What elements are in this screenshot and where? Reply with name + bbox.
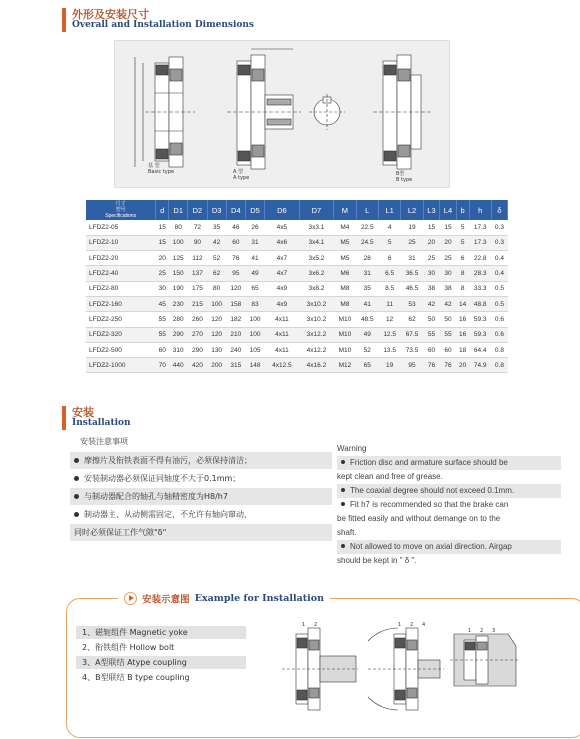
spec-value-cell: 60 [156,342,169,357]
spec-value-cell: 3x8.2 [299,281,334,296]
spec-value-cell: 260 [188,312,207,327]
bullet-icon [74,512,79,517]
spec-value-cell: 76 [423,358,440,373]
spec-value-cell: 0.4 [491,266,507,281]
install-drawing-a [282,620,358,716]
spec-value-cell: 105 [245,342,264,357]
spec-column-header: D2 [188,200,207,220]
spec-column-header: δ [491,200,507,220]
legend-item: 4、B型联结 B type coupling [82,673,190,682]
spec-value-cell: 420 [188,358,207,373]
spec-value-cell: 13.5 [378,342,400,357]
spec-value-cell: 59.3 [469,312,491,327]
callout-label: 2 [314,622,318,628]
spec-value-cell: 5 [456,220,469,235]
notes-en-line [337,540,561,554]
install-title-cn: 安装 [72,406,94,419]
spec-value-cell: 4x12.5 [265,358,300,373]
callout-label: 4 [422,622,426,628]
basic-type-label-en: Basic type [148,169,174,175]
spec-value-cell: 30 [156,281,169,296]
spec-value-cell: 0.6 [491,312,507,327]
notes-en-line [337,554,561,568]
spec-value-cell: 33.3 [469,281,491,296]
spec-value-cell: 120 [207,327,226,342]
spec-value-cell: 30 [423,266,440,281]
bullet-icon [341,488,345,492]
spec-column-header: L3 [423,200,440,220]
spec-value-cell: 60 [440,342,457,357]
notes-en-line [337,498,561,512]
spec-value-cell: 310 [169,342,188,357]
notes-en-line-text: Not allowed to move on axial direction. Airgap [350,542,512,551]
example-title-cn: 安装示意图 [142,594,190,606]
spec-value-cell: 175 [188,281,207,296]
spec-column-header: b [456,200,469,220]
spec-table-body [86,220,508,373]
spec-table-row [86,342,508,357]
spec-value-cell: 12 [378,312,400,327]
a-type-label-en: A type [233,175,250,181]
spec-value-cell: 90 [188,235,207,250]
a-type-label [233,169,249,181]
notes-en-line [337,526,561,540]
spec-corner-bottom: Specifications [105,213,137,219]
spec-value-cell: 5 [456,235,469,250]
spec-value-cell: M5 [334,235,356,250]
play-arrow-icon [124,592,137,605]
spec-model-cell: LFDZ2-05 [86,220,156,235]
example-title-en: Example for Installation [194,593,325,604]
spec-value-cell: 50 [423,312,440,327]
spec-value-cell: 36.5 [401,266,423,281]
legend-item: 3、A型联结 Atype coupling [76,656,246,669]
notes-cn-item-text: 摩擦片及衔铁表面不得有油污，必须保持清洁； [84,456,252,465]
notes-cn-airgap-line: 同时必须保证工作气隙"δ" [70,524,332,541]
spec-value-cell: 60 [226,235,245,250]
notes-en-line-text: The coaxial degree should not exceed 0.1mm. [350,486,515,495]
spec-value-cell: 28.3 [469,266,491,281]
spec-value-cell: 15 [156,235,169,250]
spec-value-cell: 30 [440,266,457,281]
spec-value-cell: 3x10.2 [299,312,334,327]
spec-value-cell: M12 [334,358,356,373]
spec-column-header: d [156,200,169,220]
spec-value-cell: 190 [169,281,188,296]
spec-value-cell: 17.3 [469,220,491,235]
notes-en-line-text: shaft. [337,528,357,537]
spec-table-row [86,266,508,281]
b-type-label-en: B type [396,177,413,183]
spec-value-cell: 16 [456,312,469,327]
spec-value-cell: 20 [156,251,169,266]
notes-cn-item-text: 安装制动器必须保证同轴度不大于0.1mm； [84,474,241,483]
spec-value-cell: 60 [423,342,440,357]
spec-model-cell: LFDZ2-10 [86,235,156,250]
spec-value-cell: 42 [440,296,457,311]
spec-value-cell: 8 [456,281,469,296]
spec-column-header: D4 [226,200,245,220]
spec-value-cell: 4x11 [265,312,300,327]
spec-model-cell: LFDZ2-80 [86,281,156,296]
spec-value-cell: 4x16.2 [299,358,334,373]
spec-value-cell: 148 [245,358,264,373]
notes-cn-item [70,506,332,523]
spec-value-cell: 100 [169,235,188,250]
spec-value-cell: 3x10.2 [299,296,334,311]
spec-value-cell: 4x11 [265,342,300,357]
b-type-label [396,171,412,183]
spec-value-cell: 4x7 [265,251,300,266]
spec-column-header: D1 [169,200,188,220]
notes-en-line [337,484,561,498]
spec-value-cell: 0.3 [491,235,507,250]
notes-cn-item-text: 制动器主、从动侧需固定，不允许有轴向窜动， [84,510,252,519]
spec-table-row [86,281,508,296]
spec-value-cell: 55 [423,327,440,342]
legend-item: 1、磁轭组件 Magnetic yoke [76,626,246,639]
spec-value-cell: 280 [169,312,188,327]
bullet-icon [74,494,79,499]
bullet-icon [341,460,345,464]
spec-value-cell: 62 [207,266,226,281]
notes-en-line-text: kept clean and free of grease. [337,472,443,481]
spec-value-cell: 4x7 [265,266,300,281]
callout-label: 2 [410,622,414,628]
spec-value-cell: M6 [334,266,356,281]
spec-value-cell: 16 [456,327,469,342]
spec-value-cell: 80 [169,220,188,235]
spec-column-header: D7 [299,200,334,220]
basic-type-label-cn: 基 型 [148,163,160,169]
spec-value-cell: 120 [226,281,245,296]
spec-value-cell: 112 [188,251,207,266]
spec-value-cell: 20 [423,235,440,250]
spec-value-cell: 210 [226,327,245,342]
spec-value-cell: 4x5 [265,220,300,235]
spec-value-cell: 46 [226,220,245,235]
spec-value-cell: 45 [156,296,169,311]
spec-value-cell: 19 [401,220,423,235]
spec-value-cell: 0.6 [491,327,507,342]
notes-en-line-text: Friction disc and armature surface should be [350,458,508,467]
install-drawing-b [368,620,444,716]
bullet-icon [74,476,79,481]
notes-en-line-text: Fit h7 is recommended so that the brake can [350,500,509,509]
spec-value-cell: 62 [401,312,423,327]
spec-model-cell: LFDZ2-1000 [86,358,156,373]
spec-value-cell: 55 [156,312,169,327]
spec-table-row [86,327,508,342]
spec-value-cell: 182 [226,312,245,327]
spec-column-header: L1 [378,200,400,220]
spec-value-cell: M8 [334,281,356,296]
spec-table [86,200,508,373]
spec-value-cell: 42 [207,235,226,250]
spec-value-cell: 6 [378,251,400,266]
spec-value-cell: 41 [245,251,264,266]
spec-column-header: L2 [401,200,423,220]
spec-value-cell: 72 [188,220,207,235]
spec-value-cell: 80 [207,281,226,296]
spec-value-cell: 100 [245,327,264,342]
notes-en-line [337,470,561,484]
spec-value-cell: 73.5 [401,342,423,357]
spec-value-cell: 230 [169,296,188,311]
spec-value-cell: 53 [401,296,423,311]
spec-value-cell: 4x6 [265,235,300,250]
spec-value-cell: 290 [188,342,207,357]
spec-value-cell: 48.5 [356,312,378,327]
spec-value-cell: 55 [156,327,169,342]
install-title-en: Installation [72,418,131,428]
spec-value-cell: 67.5 [401,327,423,342]
spec-value-cell: M4 [334,220,356,235]
spec-corner-mid: 型号 [115,207,126,213]
a-type-label-cn: A 型 [233,169,244,175]
spec-table-row [86,296,508,311]
spec-value-cell: 3x3.1 [299,220,334,235]
dimensions-title-en: Overall and Installation Dimensions [72,20,254,30]
spec-value-cell: 22.8 [469,251,491,266]
callout-label: 1 [468,628,472,634]
spec-value-cell: 0.5 [491,296,507,311]
spec-value-cell: 125 [169,251,188,266]
notes-en-line [337,456,561,470]
spec-value-cell: 41 [356,296,378,311]
spec-value-cell: 48.8 [469,296,491,311]
spec-value-cell: 18 [456,342,469,357]
notes-cn-item [70,452,332,469]
b-type-label-cn: B型 [396,171,405,177]
spec-value-cell: 120 [207,312,226,327]
spec-value-cell: 65 [245,281,264,296]
spec-column-header: L4 [440,200,457,220]
spec-model-cell: LFDZ2-250 [86,312,156,327]
spec-value-cell: 31 [356,266,378,281]
spec-value-cell: 0.8 [491,342,507,357]
spec-value-cell: 14 [456,296,469,311]
notes-en-line-text: should be kept in " δ ". [337,556,417,565]
spec-value-cell: 49 [245,266,264,281]
spec-value-cell: 100 [245,312,264,327]
spec-value-cell: 315 [226,358,245,373]
notes-en-line-text: be fitted easily and without demange on to the [337,514,501,523]
section-accent-bar [62,406,66,430]
spec-value-cell: 28 [356,251,378,266]
spec-corner-top: 尺寸 [115,201,126,207]
notes-cn-title: 安装注意事项 [80,437,128,446]
spec-value-cell: 290 [169,327,188,342]
section-accent-bar [62,8,66,32]
spec-value-cell: 38 [440,281,457,296]
spec-model-cell: LFDZ2-40 [86,266,156,281]
spec-value-cell: 22.5 [356,220,378,235]
spec-value-cell: 38 [423,281,440,296]
spec-value-cell: 200 [207,358,226,373]
spec-value-cell: M10 [334,312,356,327]
spec-column-header: D3 [207,200,226,220]
spec-value-cell: 59.3 [469,327,491,342]
spec-value-cell: 0.4 [491,251,507,266]
spec-value-cell: 4x9 [265,296,300,311]
spec-model-cell: LFDZ2-500 [86,342,156,357]
spec-value-cell: 15 [440,220,457,235]
spec-value-cell: 95 [401,358,423,373]
spec-value-cell: 19 [378,358,400,373]
callout-label: 2 [480,628,484,634]
spec-value-cell: 31 [245,235,264,250]
spec-corner-header [86,200,156,220]
spec-value-cell: 50 [440,312,457,327]
callout-label: 3 [492,628,496,634]
spec-value-cell: M10 [334,342,356,357]
spec-value-cell: 158 [226,296,245,311]
notes-cn-item [70,470,332,487]
notes-en-title: Warning [337,444,367,453]
spec-column-header: L [356,200,378,220]
spec-value-cell: 20 [456,358,469,373]
spec-value-cell: 100 [207,296,226,311]
spec-value-cell: 12.5 [378,327,400,342]
spec-value-cell: 35 [207,220,226,235]
spec-value-cell: 137 [188,266,207,281]
spec-value-cell: 8.5 [378,281,400,296]
spec-value-cell: 70 [156,358,169,373]
bullet-icon [341,544,345,548]
spec-value-cell: M10 [334,327,356,342]
spec-value-cell: 25 [401,235,423,250]
callout-label: 1 [398,622,402,628]
spec-value-cell: 35 [356,281,378,296]
spec-value-cell: 55 [440,327,457,342]
spec-model-cell: LFDZ2-320 [86,327,156,342]
spec-value-cell: 52 [207,251,226,266]
dimension-drawing [114,40,450,188]
spec-column-header: h [469,200,491,220]
spec-value-cell: 25 [156,266,169,281]
spec-table-row [86,251,508,266]
spec-value-cell: 49 [356,327,378,342]
spec-model-cell: LFDZ2-20 [86,251,156,266]
spec-column-header: D5 [245,200,264,220]
spec-value-cell: 26 [245,220,264,235]
spec-value-cell: 0.8 [491,358,507,373]
spec-value-cell: 46.5 [401,281,423,296]
spec-table-header-row [86,200,508,220]
spec-value-cell: 4 [378,220,400,235]
install-drawing-c [450,626,520,696]
spec-table-row [86,312,508,327]
spec-table-row [86,220,508,235]
spec-value-cell: 76 [440,358,457,373]
spec-value-cell: 240 [226,342,245,357]
notes-en-line [337,512,561,526]
spec-value-cell: 130 [207,342,226,357]
notes-cn-item-text: 与制动器配合的轴孔与轴精密度为H8/h7 [84,492,228,501]
spec-value-cell: 4x12.2 [299,342,334,357]
spec-value-cell: 95 [226,266,245,281]
spec-value-cell: 6 [456,251,469,266]
spec-value-cell: 25 [423,251,440,266]
legend-item: 2、衔铁组件 Hollow bolt [82,643,175,652]
spec-table-row [86,358,508,373]
spec-value-cell: M5 [334,251,356,266]
spec-value-cell: 150 [169,266,188,281]
spec-value-cell: M8 [334,296,356,311]
spec-column-header: M [334,200,356,220]
spec-value-cell: 74.9 [469,358,491,373]
callout-label: 1 [302,622,306,628]
spec-value-cell: 64.4 [469,342,491,357]
notes-cn-item [70,488,332,505]
spec-value-cell: 65 [356,358,378,373]
spec-value-cell: 76 [226,251,245,266]
example-header [118,588,330,607]
spec-value-cell: 52 [356,342,378,357]
bullet-icon [74,458,79,463]
spec-value-cell: 11 [378,296,400,311]
spec-value-cell: 15 [423,220,440,235]
spec-value-cell: 4x11 [265,327,300,342]
spec-value-cell: 42 [423,296,440,311]
spec-value-cell: 3x6.2 [299,266,334,281]
spec-value-cell: 3x5.2 [299,251,334,266]
basic-type-label [148,163,174,175]
spec-value-cell: 17.3 [469,235,491,250]
spec-model-cell: LFDZ2-160 [86,296,156,311]
spec-value-cell: 3x4.1 [299,235,334,250]
spec-value-cell: 215 [188,296,207,311]
spec-value-cell: 3x12.2 [299,327,334,342]
spec-value-cell: 25 [440,251,457,266]
spec-value-cell: 4x9 [265,281,300,296]
spec-value-cell: 270 [188,327,207,342]
spec-value-cell: 31 [401,251,423,266]
bullet-icon [341,502,345,506]
spec-value-cell: 15 [156,220,169,235]
spec-column-header: D6 [265,200,300,220]
spec-value-cell: 440 [169,358,188,373]
spec-value-cell: 0.5 [491,281,507,296]
spec-value-cell: 5 [378,235,400,250]
dimensions-title-cn: 外形及安装尺寸 [72,8,149,21]
spec-value-cell: 83 [245,296,264,311]
spec-table-row [86,235,508,250]
spec-value-cell: 0.3 [491,220,507,235]
spec-value-cell: 6.5 [378,266,400,281]
spec-value-cell: 8 [456,266,469,281]
spec-value-cell: 24.5 [356,235,378,250]
spec-value-cell: 20 [440,235,457,250]
